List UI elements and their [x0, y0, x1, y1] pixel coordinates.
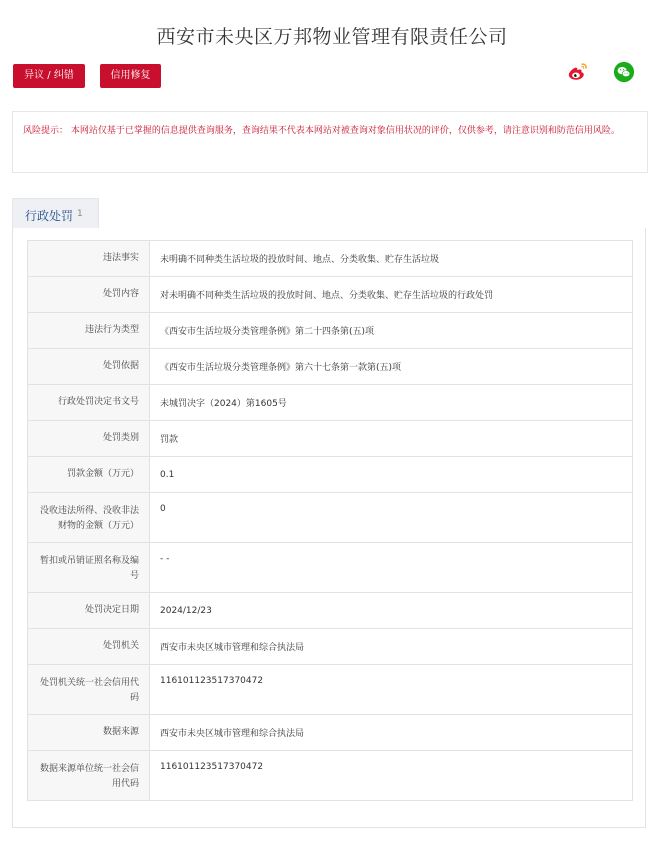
row-key: 违法行为类型 — [28, 313, 150, 349]
row-key: 处罚类别 — [28, 421, 150, 457]
tab-administrative-penalty[interactable] — [12, 198, 99, 228]
row-key: 处罚机关统一社会信用代码 — [28, 665, 150, 715]
table-row — [28, 629, 633, 665]
table-row — [28, 313, 633, 349]
row-value: 《西安市生活垃圾分类管理条例》第六十七条第一款第(五)项 — [150, 349, 633, 385]
row-value: 未城罚决字（2024）第1605号 — [150, 385, 633, 421]
row-key: 违法事实 — [28, 241, 150, 277]
table-row — [28, 457, 633, 493]
tab-label: 行政处罚 — [25, 209, 74, 223]
row-value: 西安市未央区城市管理和综合执法局 — [150, 629, 633, 665]
table-row — [28, 543, 633, 593]
table-row — [28, 593, 633, 629]
table-row — [28, 385, 633, 421]
row-key: 没收违法所得、没收非法财物的金额（万元） — [28, 493, 150, 543]
row-key: 数据来源 — [28, 715, 150, 751]
row-key: 处罚内容 — [28, 277, 150, 313]
table-row — [28, 421, 633, 457]
row-value: 116101123517370472 — [150, 751, 633, 801]
row-key: 处罚机关 — [28, 629, 150, 665]
row-key: 暂扣或吊销证照名称及编号 — [28, 543, 150, 593]
risk-notice-text: 风险提示： 本网站仅基于已掌握的信息提供查询服务，查询结果不代表本网站对被查询对象信用状况的评价，仅供参考，请注意识别和防范信用风险。 — [23, 126, 620, 136]
table-row — [28, 241, 633, 277]
row-key: 数据来源单位统一社会信用代码 — [28, 751, 150, 801]
row-value: 对未明确不同种类生活垃圾的投放时间、地点、分类收集、贮存生活垃圾的行政处罚 — [150, 277, 633, 313]
row-key: 处罚决定日期 — [28, 593, 150, 629]
wechat-icon[interactable] — [613, 61, 635, 83]
tab-count-badge: 1 — [77, 209, 83, 219]
risk-notice — [12, 111, 648, 173]
table-row — [28, 751, 633, 801]
row-key: 罚款金额（万元） — [28, 457, 150, 493]
penalty-detail-table — [27, 240, 633, 801]
row-value: 0.1 — [150, 457, 633, 493]
table-row — [28, 277, 633, 313]
table-row — [28, 349, 633, 385]
tab-bar — [12, 198, 646, 229]
penalty-panel — [12, 228, 646, 828]
dispute-button[interactable]: 异议 / 纠错 — [13, 64, 85, 88]
table-row — [28, 715, 633, 751]
row-value: 罚款 — [150, 421, 633, 457]
row-key: 行政处罚决定书文号 — [28, 385, 150, 421]
row-value: 未明确不同种类生活垃圾的投放时间、地点、分类收集、贮存生活垃圾 — [150, 241, 633, 277]
row-value: 西安市未央区城市管理和综合执法局 — [150, 715, 633, 751]
table-row — [28, 665, 633, 715]
row-value: 0 — [150, 493, 633, 543]
row-value: 《西安市生活垃圾分类管理条例》第二十四条第(五)项 — [150, 313, 633, 349]
credit-repair-button[interactable]: 信用修复 — [100, 64, 161, 88]
row-value: 2024/12/23 — [150, 593, 633, 629]
weibo-icon[interactable] — [567, 61, 589, 83]
row-value: 116101123517370472 — [150, 665, 633, 715]
table-row — [28, 493, 633, 543]
row-value: - - — [150, 543, 633, 593]
row-key: 处罚依据 — [28, 349, 150, 385]
company-title: 西安市未央区万邦物业管理有限责任公司 — [156, 26, 508, 48]
